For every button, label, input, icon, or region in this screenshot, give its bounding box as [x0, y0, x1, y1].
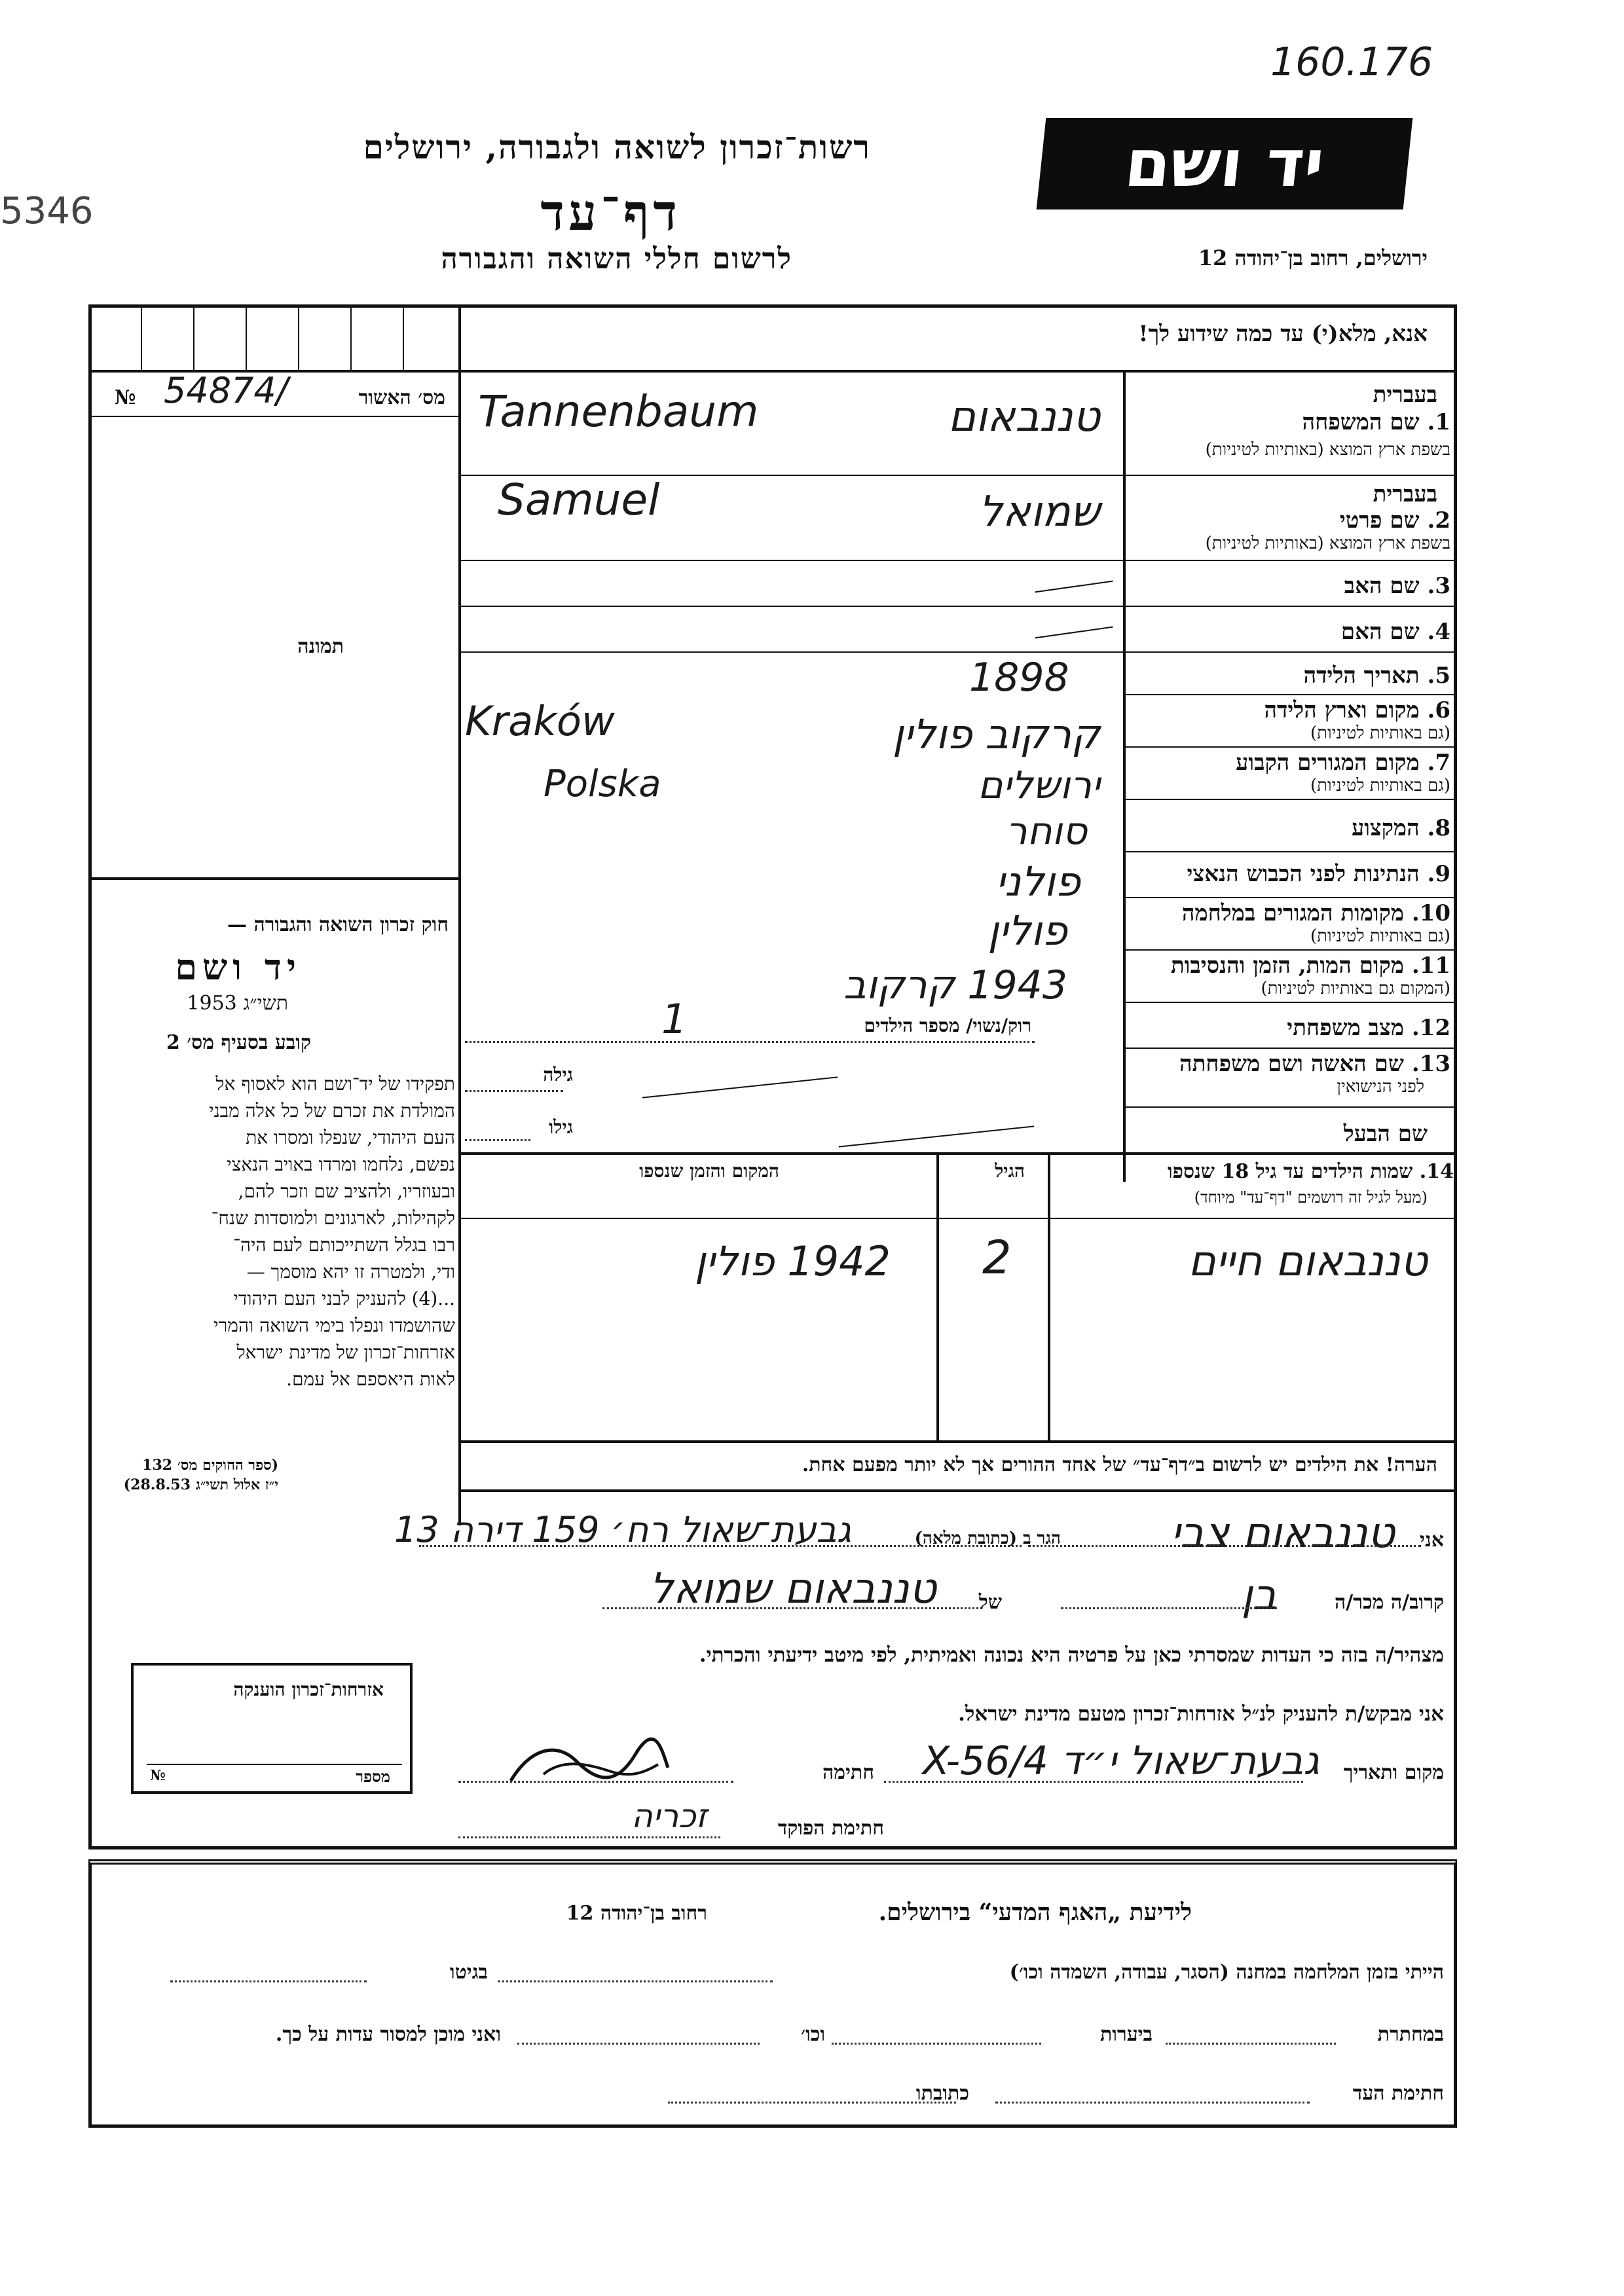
logo-text: יד ושם [1121, 125, 1328, 202]
of-label: של [978, 1591, 1002, 1614]
declarant-name[interactable]: טננבאום צבי [1170, 1509, 1395, 1558]
field-2-label: 2. שם פרטי [1339, 507, 1450, 534]
relative-name[interactable]: טננבאום שמואל [649, 1565, 936, 1613]
field-13-sub: לפני הנישואין [1337, 1077, 1424, 1097]
firstname-hebrew[interactable]: שמואל [978, 488, 1100, 536]
note: הערה! את הילדים יש לרשום ב״דף־עד״ של אחד ההורים אך לא יותר מפעם אחת. [802, 1453, 1437, 1476]
field-2-hebrew-tag: בעברית [1373, 481, 1437, 507]
relative-label: קרוב/ה מכר/ה [1335, 1591, 1444, 1614]
registration-no-mark: № [115, 386, 136, 409]
statement: מצהיר/ה בזה כי העדות שמסרתי כאן על פרטיה היא נכונה ואמיתית, לפי מיטב ידיעתי והכרתי. [699, 1643, 1444, 1667]
husband-age-label: גילו [549, 1116, 573, 1138]
declarant-signature[interactable] [504, 1735, 674, 1800]
field-7-sub: (גם באותיות לטיניות) [1310, 776, 1450, 795]
field-6-sub: (גם באותיות לטיניות) [1310, 723, 1450, 743]
footer-underground: במחתרת [1377, 2023, 1444, 2046]
residence-latin[interactable]: Polska [544, 763, 661, 805]
citizenship[interactable]: פולני [995, 858, 1080, 905]
wife-age-label: גילה [543, 1064, 573, 1085]
field-11-sub: (המקום גם באותיות לטיניות) [1261, 979, 1450, 998]
footer-forests: ביערות [1099, 2023, 1153, 2046]
children-header: 14. שמות הילדים עד גיל 18 שנספו [1167, 1160, 1454, 1183]
firstname-latin[interactable]: Samuel [498, 475, 660, 525]
law-citation-2: י״ז אלול תשי״ג 28.8.53) [123, 1476, 278, 1493]
birth-year[interactable]: 1898 [969, 655, 1069, 701]
officer-label: חתימת הפוקד [777, 1817, 884, 1840]
footer-tail: ואני מוכן למסור עדות על כך. [275, 2023, 501, 2046]
field-12-label: 12. מצב משפחתי [1287, 1015, 1450, 1041]
marital-options: רוק/נשוי/ מספר הילדים [864, 1015, 1031, 1036]
form-subtitle: לרשום חללי השואה והגבורה [441, 242, 792, 276]
yad-vashem-logo [1037, 118, 1413, 210]
law-body: תפקידו של יד־ושם הוא לאסוף אל המולדת את זכרם של כל אלה מבני העם היהודי, שנפלו ומסרו את נפשם, נלחמו ומרדו באויב הנאצי ובעוזריו, ולהציב שם וזכר להם, לקהילות, לארגונים ולמוסדות שנח־ רבו בגלל השתייכותם לעם היה־ ודי, ולמטרה זו יהא מוסמך — ...(4) להעניק לבני העם היהודי שהושמדו ונפלו בימי השואה והמרי אזרחות־זכרון של מדינת ישראל לאות היאספם אל עמם. [209, 1073, 455, 1390]
child-name[interactable]: טננבאום חיים [1188, 1237, 1428, 1286]
instruction: אנא, מלא(י) עד כמה שידוע לך! [1138, 321, 1428, 347]
law-year: תשי״ג 1953 [187, 992, 288, 1015]
residence-hebrew[interactable]: ירושלים [977, 763, 1100, 807]
age-header: הגיל [995, 1160, 1025, 1182]
place-time-header: המקום והזמן שנספו [639, 1160, 779, 1182]
field-5-label: 5. תאריך הלידה [1303, 663, 1450, 689]
footer-title: לידיעת „האגף המדעי“ בירושלים. [878, 1899, 1192, 1926]
archive-number: 160.176 [1270, 39, 1433, 85]
request: אני מבקש/ת להעניק לנ״ל אזרחות־זכרון מטעם מדינת ישראל. [958, 1702, 1444, 1726]
law-clause: קובע בסעיף מס׳ 2 [166, 1031, 311, 1054]
field-11-label: 11. מקום המות, הזמן והנסיבות [1170, 953, 1450, 979]
wartime-residence[interactable]: פולין [987, 907, 1067, 955]
footer-ghetto: בגיטו [449, 1961, 488, 1984]
relation[interactable]: בן [1241, 1571, 1277, 1620]
authority-line: רשות־זכרון לשואה ולגבורה, ירושלים [363, 128, 871, 166]
field-13-label: 13. שם האשה ושם משפחתה [1179, 1051, 1450, 1077]
footer-frame [88, 1859, 1457, 2128]
surname-hebrew[interactable]: טננבאום [948, 393, 1100, 441]
footer-address: רחוב בן־יהודה 12 [566, 1902, 707, 1925]
certificate-label: אזרחות־זכרון הוענקה [233, 1679, 384, 1700]
footer-etc: וכו׳ [801, 2023, 825, 2046]
certificate-no-mark: № [150, 1767, 166, 1784]
law-name: יד ושם [175, 946, 301, 988]
field-3-label: 3. שם האב [1344, 573, 1450, 599]
field-10-sub: (גם באותיות לטיניות) [1310, 926, 1450, 946]
children-subheader: (מעל לגיל זה רושמים "דף־עד" מיוחד) [1194, 1188, 1428, 1207]
law-title: חוק זכרון השואה והגבורה — [227, 913, 449, 936]
field-6-label: 6. מקום וארץ הלידה [1264, 697, 1450, 723]
address: ירושלים, רחוב בן־יהודה 12 [1198, 246, 1428, 270]
child-place-time[interactable]: 1942 פולין [694, 1237, 891, 1285]
field-1-sub: בשפת ארץ המוצא (באותיות לטיניות) [1205, 440, 1450, 460]
footer-line1-lead: הייתי בזמן המלחמה במחנה (הסגר, עבודה, השמדה וכו׳) [1009, 1961, 1444, 1984]
surname-latin[interactable]: Tannenbaum [478, 386, 759, 437]
field-1-hebrew-tag: בעברית [1373, 382, 1437, 408]
margin-number: 5346 [0, 190, 94, 232]
resident-of-label: הגר ב (כתובת מלאה) [914, 1529, 1061, 1548]
law-citation-1: (ספר החוקים מס׳ 132 [142, 1457, 278, 1474]
footer-address-label: כתובתו [915, 2082, 969, 2105]
footer-signature: חתימת העד [1352, 2082, 1444, 2105]
profession[interactable]: סוחר [1005, 809, 1087, 853]
certificate-box [131, 1663, 413, 1794]
birthplace-latin[interactable]: Kraków [465, 697, 615, 745]
field-7-label: 7. מקום המגורים הקבוע [1236, 750, 1450, 776]
registration-label: מס׳ האשור [358, 386, 445, 409]
signature-label: חתימה [822, 1761, 874, 1784]
field-2-sub: בשפת ארץ המוצא (באותיות לטיניות) [1205, 534, 1450, 553]
field-4-label: 4. שם האם [1340, 619, 1450, 645]
photo-label: תמונה [297, 635, 344, 658]
field-10-label: 10. מקומות המגורים במלחמה [1181, 900, 1450, 926]
officer-signature: זכריה [631, 1797, 707, 1835]
place-date-value[interactable]: גבעת־שאול י״ד 4/X-56 [922, 1738, 1320, 1784]
declaration-i: אני [1420, 1529, 1444, 1552]
birthplace-hebrew[interactable]: קרקוב פולין [892, 710, 1100, 758]
registration-number[interactable]: 54874/ [164, 370, 288, 411]
place-date-label: מקום ותאריך [1343, 1761, 1444, 1784]
child-age[interactable]: 2 [982, 1231, 1012, 1285]
certificate-no-label: מספר [356, 1767, 390, 1786]
death-place-time[interactable]: 1943 קרקוב [843, 962, 1067, 1008]
field-1-label: 1. שם המשפחה [1302, 409, 1450, 435]
field-9-label: 9. הנתינות לפני הכבוש הנאצי [1187, 861, 1450, 887]
children-count[interactable]: 1 [661, 995, 688, 1043]
husband-label: שם הבעל [1343, 1121, 1428, 1147]
form-title: דף־עד [540, 183, 681, 242]
declarant-address[interactable]: גבעת־שאול רח׳ 159 דירה 13 [394, 1509, 851, 1550]
field-8-label: 8. המקצוע [1351, 815, 1450, 841]
